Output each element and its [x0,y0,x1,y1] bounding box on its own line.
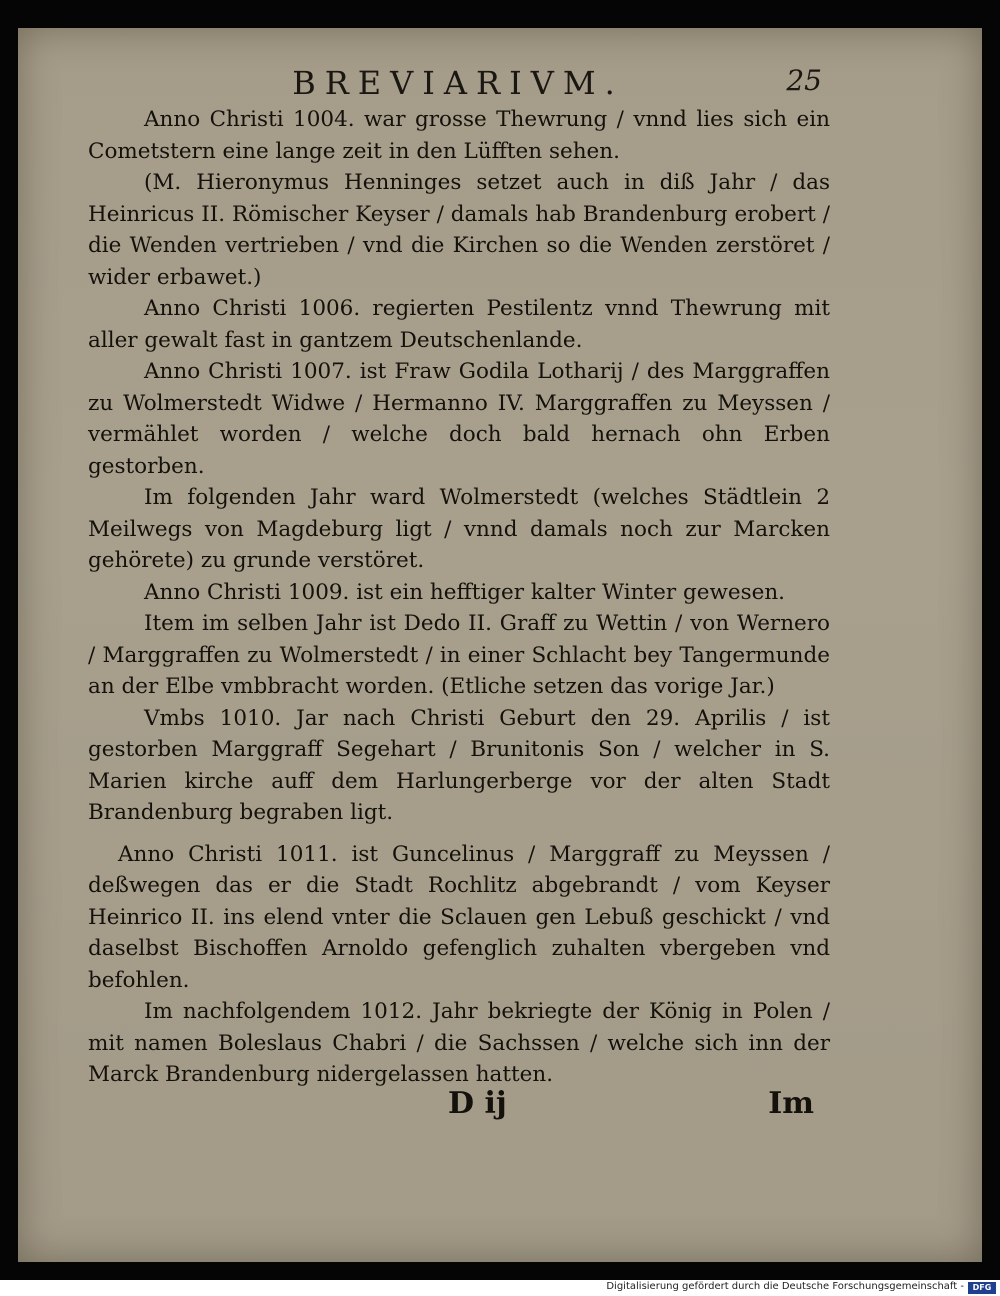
paragraph-wolmerstedt: Im folgenden Jahr ward Wolmerstedt (welches Städtlein 2 Meilwegs von Magdeburg ligt / vnnd damals noch zur Marcken gehörete) zu grunde verstöret. [88,485,830,573]
paragraph-1007: Anno Christi 1007. ist Fraw Godila Lotharij / des Marggraffen zu Wolmerstedt Widwe / Hermanno IV. Marggraffen zu Meyssen / vermählet worden / welche doch bald hernach ohn Erben gestorben. [88,359,830,479]
paragraph-1009: Anno Christi 1009. ist ein hefftiger kalter Winter gewesen. [144,579,786,605]
paragraph-1006: Anno Christi 1006. regierten Pestilentz vnnd Thewrung mit aller gewalt fast in gantzem Deutschenlande. [88,296,830,353]
signature-mark: D ij [448,1086,507,1121]
paragraph-dedo: Item im selben Jahr ist Dedo II. Graff zu Wettin / von Wernero / Marggraffen zu Wolmerstedt / in einer Schlacht bey Tangermunde an der Elbe vmbbracht worden. (Etliche setzen das vorige Jar.) [88,611,830,699]
credit-bar [0,1280,1000,1296]
credit-text: Digitalisierung gefördert durch die Deutsche Forschungsgemeinschaft - [606,1281,964,1292]
page-header [18,64,982,104]
running-title: BREVIARIVM. [292,64,624,102]
dfg-logo-icon: DFG [968,1282,996,1294]
paragraph-1010: Vmbs 1010. Jar nach Christi Geburt den 29. Aprilis / ist gestorben Marggraff Segehart / Brunitonis Son / welcher in S. Marien kirche auff dem Harlungerberge vor der alten Stadt Brandenburg begraben ligt. [88,705,830,825]
paragraph-1012: Im nachfolgendem 1012. Jahr bekriegte der König in Polen / mit namen Boleslaus Chabri / die Sachssen / welche sich inn der Marck Brandenburg nidergelassen hatten. [88,999,830,1087]
body-text [88,104,830,1091]
paragraph-gap [88,829,830,839]
page-number: 25 [786,64,822,97]
paragraph-henninges: (M. Hieronymus Henninges setzet auch in diß Jahr / das Heinricus II. Römischer Keyser / damals hab Brandenburg erobert / die Wenden vertrieben / vnd die Kirchen so die Wenden zerstöret / wider erbawet.) [88,170,830,290]
paragraph-1011: Anno Christi 1011. ist Guncelinus / Marggraff zu Meyssen / deßwegen das er die Stadt Rochlitz abgebrandt / vom Keyser Heinrico II. ins elend vnter die Sclauen gen Lebuß geschickt / vnd daselbst Bischoffen Arnoldo gefenglich zuhalten vbergeben vnd befohlen. [88,841,830,993]
book-page [18,28,982,1262]
paragraph-1004: Anno Christi 1004. war grosse Thewrung / vnnd lies sich ein Cometstern eine lange zeit in den Lüfften sehen. [88,107,830,164]
catchword: Im [768,1086,814,1121]
